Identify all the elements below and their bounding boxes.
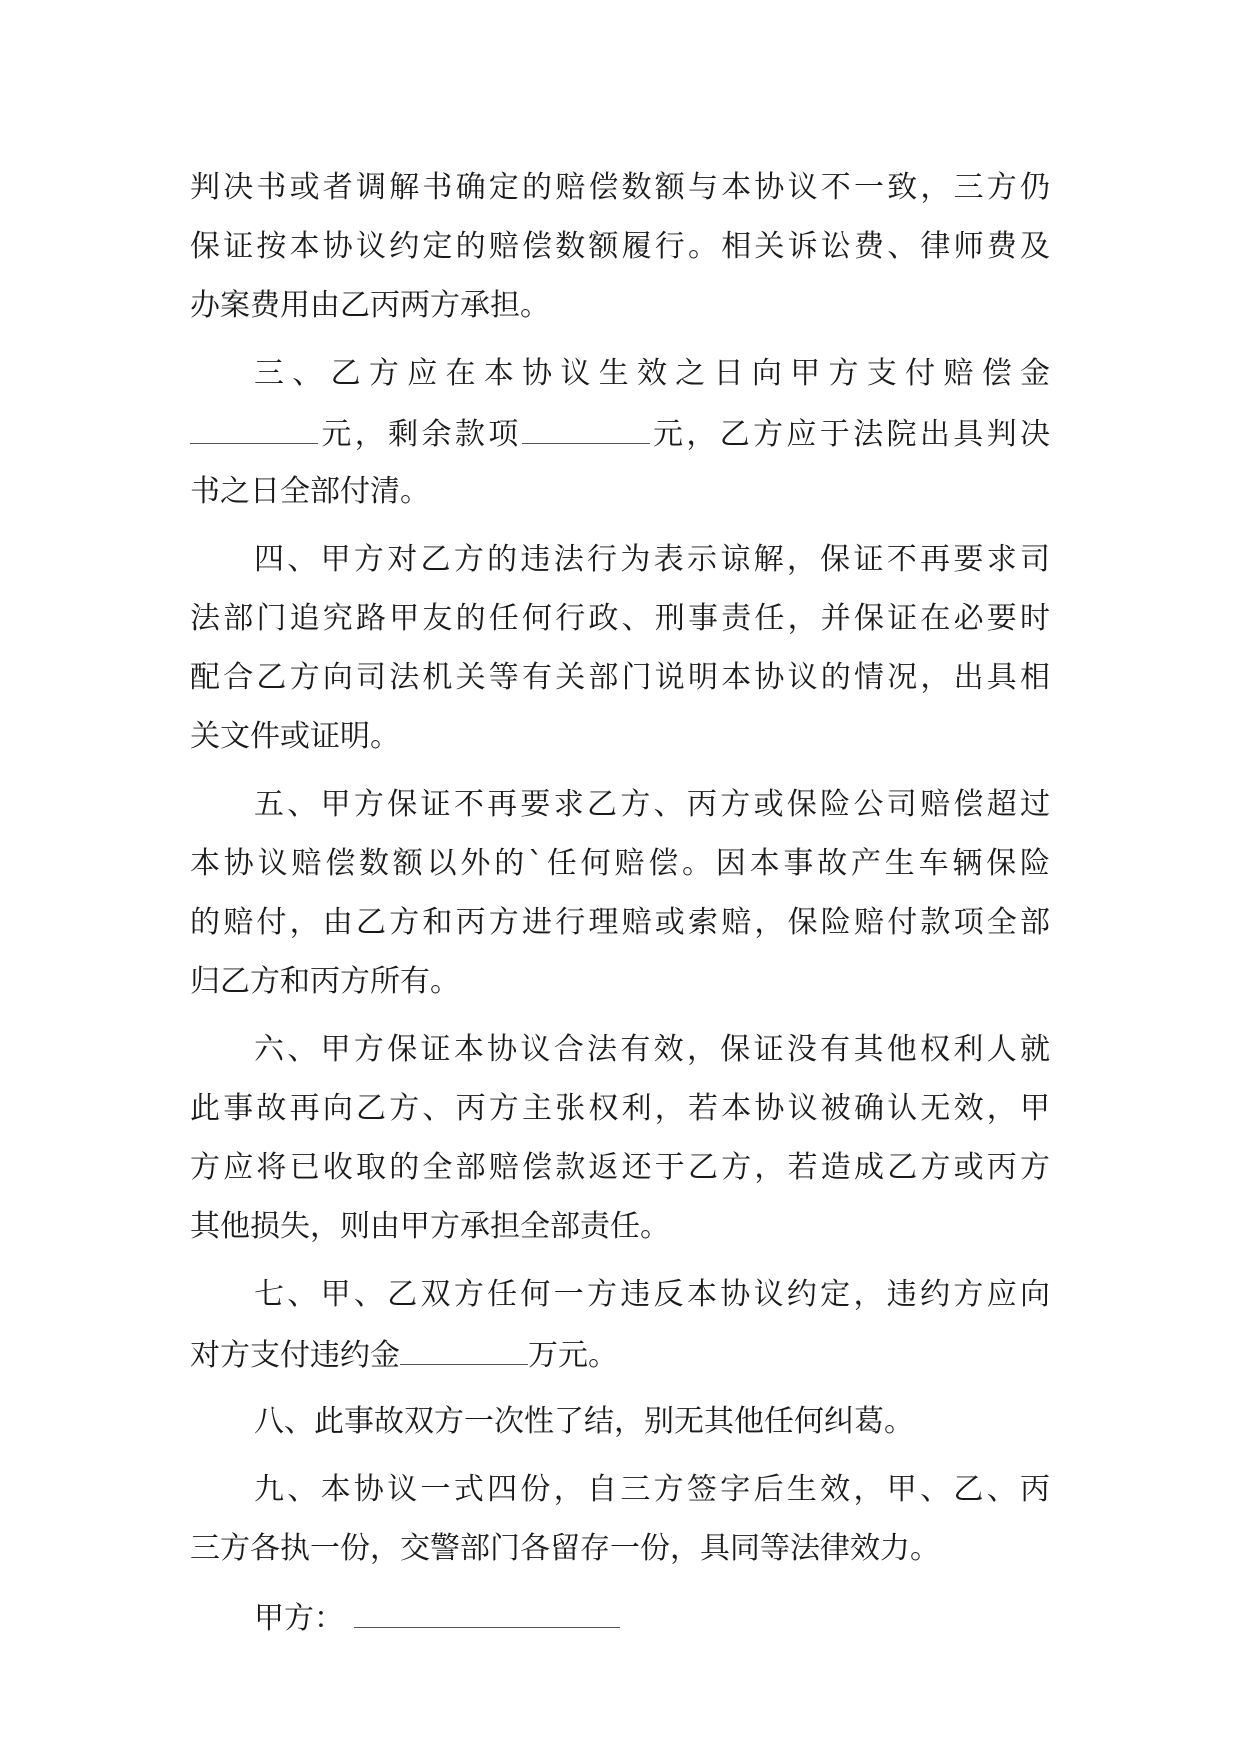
fill-in-blank[interactable]	[400, 1324, 528, 1365]
paragraph-line: 办案费用由乙丙两方承担。	[190, 288, 550, 323]
fill-in-blank[interactable]	[190, 403, 318, 444]
clause-8-line: 八、此事故双方一次性了结，别无其他任何纠葛。	[254, 1404, 914, 1439]
clause-7-text: 万元。	[528, 1338, 618, 1373]
paragraph-line: 保证按本协议约定的赔偿数额履行。相关诉讼费、律师费及	[190, 229, 1050, 264]
party-a-label: 甲方：	[254, 1601, 344, 1636]
clause-5-line: 归乙方和丙方所有。	[190, 964, 460, 999]
clause-5-line: 的赔付，由乙方和丙方进行理赔或索赔，保险赔付款项全部	[190, 905, 1050, 940]
clause-7-text: 对方支付违约金	[190, 1338, 400, 1373]
clause-6-line: 方应将已收取的全部赔偿款返还于乙方，若造成乙方或丙方	[190, 1150, 1050, 1185]
signature-line	[190, 1587, 1050, 1646]
clause-6-line: 其他损失，则由甲方承担全部责任。	[190, 1209, 670, 1244]
party-a-signature-blank[interactable]	[354, 1587, 620, 1628]
clause-9-line: 九、本协议一式四份，自三方签字后生效，甲、乙、丙	[254, 1472, 1050, 1507]
clause-6-line: 六、甲方保证本协议合法有效，保证没有其他权利人就	[254, 1032, 1050, 1067]
clause-4-line: 配合乙方向司法机关等有关部门说明本协议的情况，出具相	[190, 660, 1050, 695]
clause-3-text: 元，剩余款项	[318, 417, 522, 452]
fill-in-blank[interactable]	[522, 403, 650, 444]
clause-7-line: 七、甲、乙双方任何一方违反本协议约定，违约方应向	[254, 1277, 1050, 1312]
clause-5-line: 本协议赔偿数额以外的`任何赔偿。因本事故产生车辆保险	[190, 846, 1050, 881]
clause-3-line: 书之日全部付清。	[190, 474, 430, 509]
clause-4-line: 四、甲方对乙方的违法行为表示谅解，保证不再要求司	[254, 542, 1050, 577]
clause-5-line: 五、甲方保证不再要求乙方、丙方或保险公司赔偿超过	[254, 787, 1050, 822]
clause-7-line	[190, 1324, 1050, 1383]
paragraph-line: 判决书或者调解书确定的赔偿数额与本协议不一致，三方仍	[190, 170, 1050, 205]
clause-4-line: 关文件或证明。	[190, 719, 400, 754]
clause-3-text: 元，乙方应于法院出具判决	[649, 417, 1051, 452]
document-body	[190, 158, 1050, 1646]
clause-6-line: 此事故再向乙方、丙方主张权利，若本协议被确认无效，甲	[190, 1091, 1050, 1126]
clause-4-line: 法部门追究路甲友的任何行政、刑事责任，并保证在必要时	[190, 601, 1050, 636]
clause-9-line: 三方各执一份，交警部门各留存一份，具同等法律效力。	[190, 1531, 940, 1566]
clause-3-line	[190, 403, 1050, 462]
clause-3-line: 三、乙方应在本协议生效之日向甲方支付赔偿金	[254, 356, 1050, 391]
